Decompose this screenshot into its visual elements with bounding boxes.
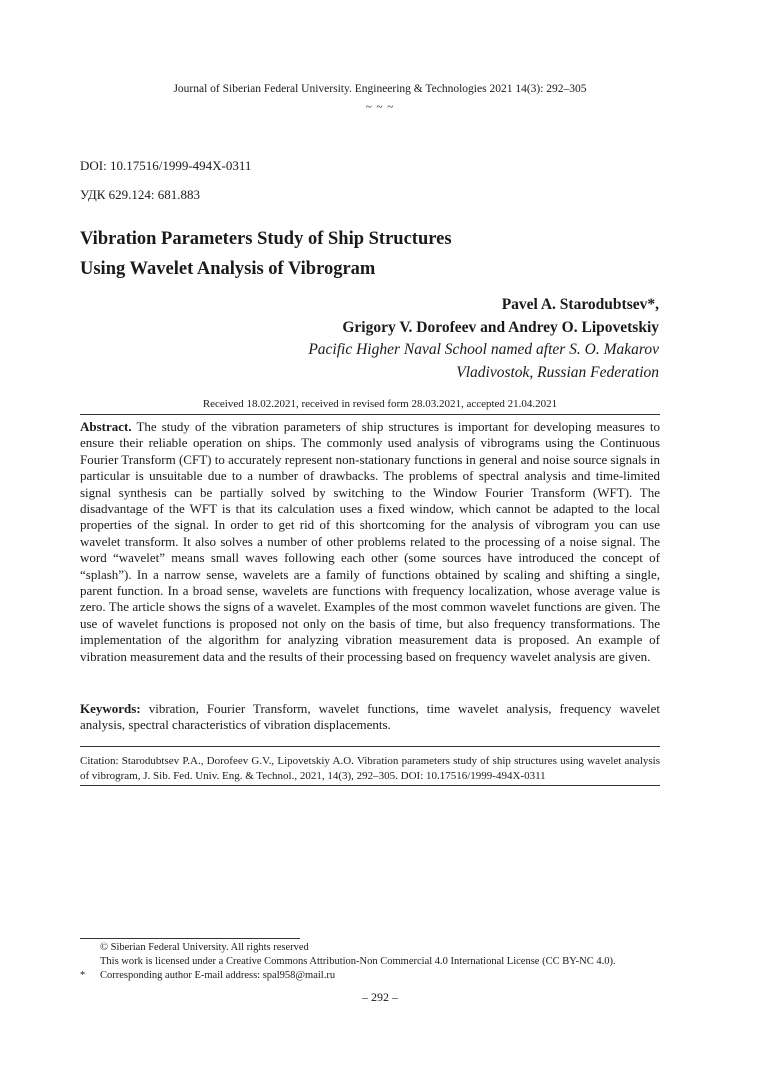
received-dates: Received 18.02.2021, received in revised form 28.03.2021, accepted 21.04.2021 <box>202 398 558 410</box>
keywords-label: Keywords: <box>80 701 141 716</box>
abstract-text: The study of the vibration parameters of ship structures is important for developing measures to ensure their reliable operation on ships. The commonly used analysis of vibrograms using the Continuous Fourier Transform (CFT) to accurately represent non-stationary functions in general and noise source signals in particular is unsuitable due to a number of drawbacks. The problems of spectral analysis and time-limited signal synthesis can be partially solved by switching to the Window Fourier Transform (WFT). The disadvantage of the WFT is that its calculation uses a fixed window, which cannot be adapted to the local properties of the signal. In order to get rid of this shortcoming for the analysis of vibrogram you can use wavelet transform. It also solves a number of other problems related to the processing of a noise signal. The word “wavelet” means small waves following each other (some sources have introduced the concept of “splash”). In a narrow sense, wavelets are a family of functions obtained by scaling and shifting a single, parent function. In a broad sense, wavelets are functions with frequency localization, whose average value is zero. The article shows the signs of a wavelet. Examples of the most common wavelet functions are given. The use of wavelet functions is proposed not only on the basis of time, but also frequency transformations. The implementation of the algorithm for analyzing vibration measurement data is proposed. An example of vibration measurement data and the results of their processing based on frequency wavelet analysis are given. <box>80 419 660 664</box>
footnote-license: This work is licensed under a Creative Commons Attribution-Non Commercial 4.0 International License (CC BY-NC 4.0). <box>100 956 616 967</box>
doi: DOI: 10.17516/1999-494X-0311 <box>80 158 252 173</box>
page-number: – 292 – <box>362 990 398 1004</box>
abstract-label: Abstract. <box>80 419 132 434</box>
author-block <box>308 294 659 384</box>
author-line-2: Grigory V. Dorofeev and Andrey O. Lipovetskiy <box>342 318 659 336</box>
affiliation-line-1: Pacific Higher Naval School named after S. O. Makarov <box>308 341 659 358</box>
title-line-1: Vibration Parameters Study of Ship Structures <box>80 229 452 249</box>
citation: Citation: Starodubtsev P.A., Dorofeev G.V., Lipovetskiy A.O. Vibration parameters study of ship structures using wavelet analysis of vibrogram, J. Sib. Fed. Univ. Eng. & Technol., 2021, 14(3), 292–305. DOI: 10.17516/1999-494X-0311 <box>80 755 660 782</box>
footnote-corresponding: * Corresponding author E-mail address: spal958@mail.ru <box>80 970 336 981</box>
header-divider: ~ ~ ~ <box>365 101 395 113</box>
article-title <box>80 224 680 284</box>
udk-code: УДК 629.124: 681.883 <box>80 187 201 202</box>
footnote-copyright: © Siberian Federal University. All rights reserved <box>100 942 309 953</box>
affiliation-line-2: Vladivostok, Russian Federation <box>456 363 659 381</box>
journal-header: Journal of Siberian Federal University. Engineering & Technologies 2021 14(3): 292–305 <box>173 83 587 95</box>
top-divider <box>80 414 660 415</box>
author-line-1: Pavel A. Starodubtsev*, <box>501 296 659 313</box>
keywords <box>80 701 660 734</box>
footnote-divider <box>80 938 300 939</box>
footnote-mark: * <box>80 970 86 981</box>
citation-top-divider <box>80 746 660 747</box>
title-line-2: Using Wavelet Analysis of Vibrogram <box>80 259 376 279</box>
citation-bottom-divider <box>80 785 660 786</box>
abstract <box>80 419 660 665</box>
keywords-text: vibration, Fourier Transform, wavelet functions, time wavelet analysis, frequency wavelet analysis, spectral characteristics of vibration displacements. <box>80 701 660 733</box>
